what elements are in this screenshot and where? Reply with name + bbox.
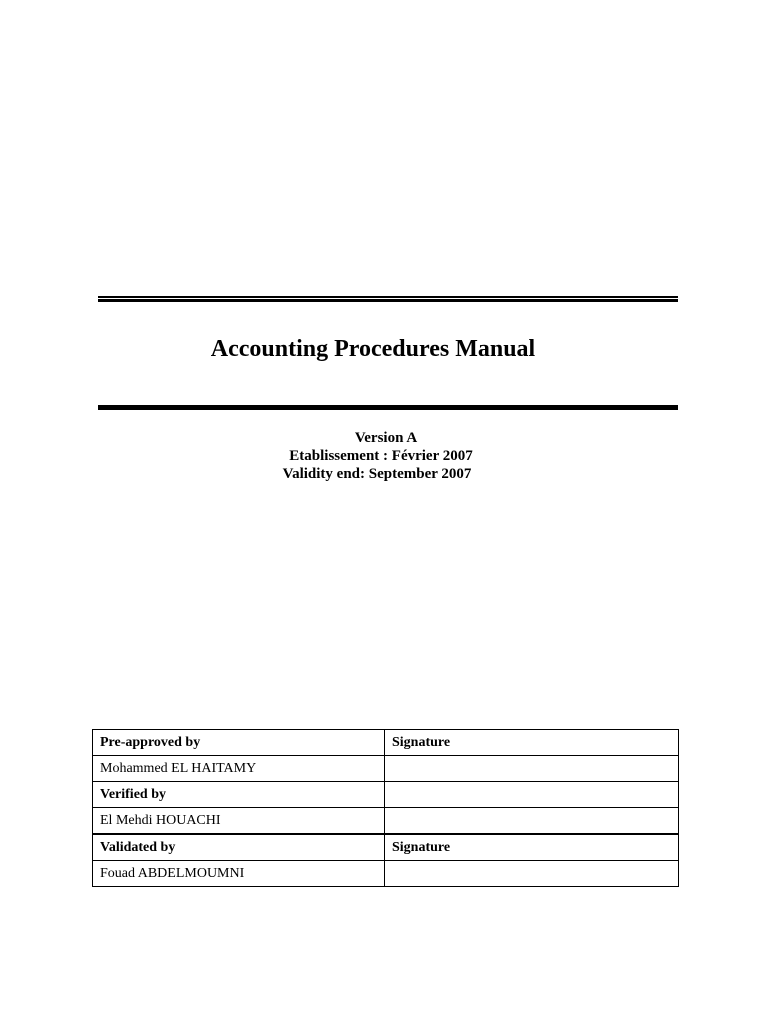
table-row (93, 782, 679, 808)
pre-approved-header: Pre-approved by (93, 730, 385, 756)
validated-by-header: Validated by (93, 834, 385, 861)
signature-header: Signature (385, 730, 679, 756)
table-row (93, 834, 679, 861)
table-row (93, 756, 679, 782)
signature-cell (385, 782, 679, 808)
verifier-name: El Mehdi HOUACHI (93, 808, 385, 835)
document-title: Accounting Procedures Manual (210, 336, 536, 362)
verified-by-header: Verified by (93, 782, 385, 808)
table-row (93, 861, 679, 887)
approval-table (92, 729, 679, 887)
table-row (93, 730, 679, 756)
validity-end-date: Validity end: September 2007 (282, 466, 472, 482)
signature-cell (385, 808, 679, 835)
top-rule-thin (98, 296, 678, 298)
pre-approver-name: Mohammed EL HAITAMY (93, 756, 385, 782)
signature-cell (385, 861, 679, 887)
signature-header: Signature (385, 834, 679, 861)
version-label: Version A (354, 430, 418, 446)
top-rule (98, 299, 678, 302)
signature-cell (385, 756, 679, 782)
bottom-rule (98, 405, 678, 410)
validator-name: Fouad ABDELMOUMNI (93, 861, 385, 887)
etablissement-date: Etablissement : Février 2007 (289, 448, 473, 464)
table-row (93, 808, 679, 835)
